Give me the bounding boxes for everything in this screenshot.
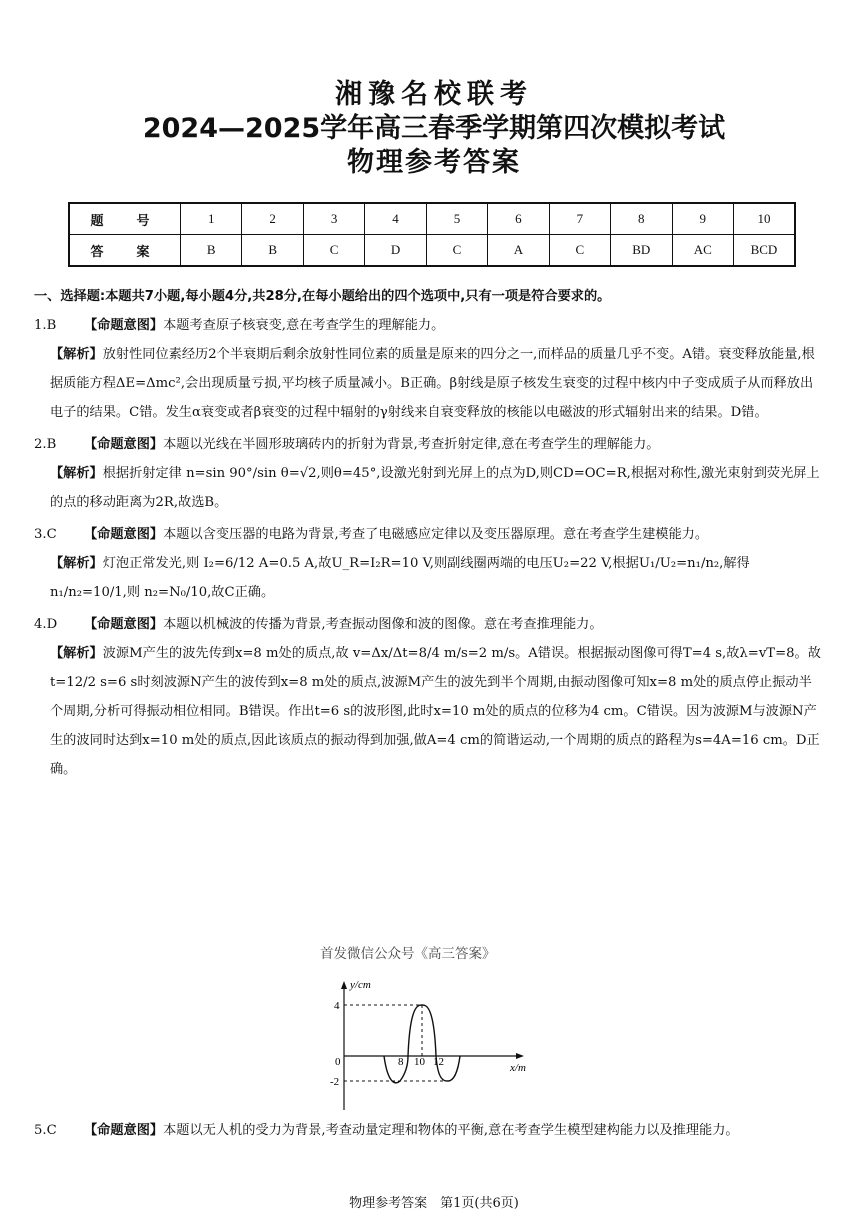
x-tick-label: 10: [414, 1056, 425, 1068]
page-footer: 物理参考答案 第1页(共6页): [349, 1196, 519, 1211]
y-tick-label: -2: [330, 1076, 340, 1088]
question-number-cell: 2: [242, 203, 303, 235]
y-axis-arrow-icon: [341, 981, 347, 989]
solutions-body-continued: [34, 1116, 824, 1148]
question-number-cell: 8: [611, 203, 672, 235]
answer-key-title: 物理参考答案: [347, 147, 521, 178]
answer-table: [68, 202, 796, 267]
analysis-text: 灯泡正常发光,则 I₂=6/12 A=0.5 A,故U_R=I₂R=10 V,则副线圈两端的电压U₂=22 V,根据U₁/U₂=n₁/n₂,解得n₁/n₂=10/1,则 n₂=N₀/10,故C正确。: [50, 556, 750, 600]
answer-cell: A: [488, 235, 549, 267]
question-3-solution: [34, 520, 824, 607]
question-number-cell: 7: [549, 203, 610, 235]
question-5-solution: [34, 1116, 824, 1145]
intent-text: 本题以无人机的受力为背景,考查动量定理和物体的平衡,意在考查学生模型建构能力以及推理能力。: [163, 1123, 739, 1138]
question-number-cell: 9: [672, 203, 733, 235]
answer-table-answer-row: [69, 235, 795, 267]
answer-cell: BD: [611, 235, 672, 267]
intent-tag: 【命题意图】: [84, 527, 164, 542]
intent-tag: 【命题意图】: [84, 1123, 164, 1138]
x-axis-label: x/m: [510, 1062, 526, 1074]
question-number-cell: 4: [365, 203, 426, 235]
answer-cell: BCD: [733, 235, 795, 267]
analysis-tag: 【解析】: [50, 347, 103, 362]
question-number-cell: 1: [181, 203, 242, 235]
analysis-tag: 【解析】: [50, 646, 103, 661]
exam-title: 2024—2025学年高三春季学期第四次模拟考试: [142, 113, 726, 144]
question-2-solution: [34, 430, 824, 517]
question-number: 1.B: [34, 318, 57, 333]
analysis-tag: 【解析】: [50, 466, 103, 481]
intent-tag: 【命题意图】: [84, 318, 164, 333]
question-number: 4.D: [34, 617, 58, 632]
question-number-cell: 5: [426, 203, 487, 235]
x-tick-label: 12: [433, 1056, 444, 1068]
intent-tag: 【命题意图】: [84, 617, 164, 632]
answer-cell: C: [426, 235, 487, 267]
y-axis-label: y/cm: [350, 979, 371, 991]
analysis-text: 根据折射定律 n=sin 90°/sin θ=√2,则θ=45°,设激光射到光屏上的点为D,则CD=OC=R,根据对称性,激光束射到荧光屏上的点的移动距离为2R,故选B。: [50, 466, 820, 510]
y-tick-label: 4: [334, 1000, 340, 1012]
section-heading: 一、选择题:本题共7小题,每小题4分,共28分,在每小题给出的四个选项中,只有一项是符合要求的。: [34, 289, 611, 304]
question-1-solution: [34, 311, 824, 427]
answer-table-number-row: [69, 203, 795, 235]
answer-cell: D: [365, 235, 426, 267]
answer-cell: C: [303, 235, 364, 267]
analysis-text: 波源M产生的波先传到x=8 m处的质点,故 v=Δx/Δt=8/4 m/s=2 m/s。A错误。根据振动图像可得T=4 s,故λ=vT=8。故t=12/2 s=6 s时刻波源N产生的波传到x=8 m处的质点,波源M产生的波先到半个周期,由振动图像可知x=8 m处的质点停止振动半个周期,分析可得振动相位相同。B错误。作出t=6 s的波形图,此时x=10 m处的质点的位移为4 cm。C错误。因为波源M与波源N产生的波同时达到x=10 m处的质点,因此该质点的振动得到加强,做A=4 cm的简谐运动,一个周期的质点的路程为s=4A=16 cm。D正确。: [50, 646, 821, 777]
row-header-answer: 答 案: [69, 235, 181, 267]
answer-cell: B: [242, 235, 303, 267]
intent-text: 本题以机械波的传播为背景,考查振动图像和波的图像。意在考查推理能力。: [163, 617, 603, 632]
x-tick-label: 8: [398, 1056, 404, 1068]
origin-label: 0: [335, 1056, 341, 1068]
exam-org-title: 湘豫名校联考: [335, 79, 533, 110]
watermark-text: 首发微信公众号《高三答案》: [320, 946, 496, 962]
question-number: 5.C: [34, 1123, 57, 1138]
wave-graph: [320, 975, 550, 1115]
intent-text: 本题考查原子核衰变,意在考查学生的理解能力。: [163, 318, 445, 333]
question-number-cell: 3: [303, 203, 364, 235]
question-number: 3.C: [34, 527, 57, 542]
intent-text: 本题以光线在半圆形玻璃砖内的折射为背景,考查折射定律,意在考查学生的理解能力。: [163, 437, 660, 452]
document-header: [0, 78, 868, 180]
question-number: 2.B: [34, 437, 57, 452]
answer-cell: AC: [672, 235, 733, 267]
solutions-body: [34, 282, 824, 787]
analysis-text: 放射性同位素经历2个半衰期后剩余放射性同位素的质量是原来的四分之一,而样品的质量几乎不变。A错。衰变释放能量,根据质能方程ΔE=Δmc²,会出现质量亏损,平均核子质量减小。B正确。β射线是原子核发生衰变的过程中核内中子变成质子从而释放出电子的结果。C错。发生α衰变或者β衰变的过程中辐射的γ射线来自衰变释放的核能以电磁波的形式辐射出来的结果。D错。: [50, 347, 815, 420]
x-axis-arrow-icon: [516, 1053, 524, 1059]
question-number-cell: 6: [488, 203, 549, 235]
question-number-cell: 10: [733, 203, 795, 235]
analysis-tag: 【解析】: [50, 556, 103, 571]
question-4-solution: [34, 610, 824, 784]
intent-tag: 【命题意图】: [84, 437, 164, 452]
answer-cell: C: [549, 235, 610, 267]
answer-cell: B: [181, 235, 242, 267]
intent-text: 本题以含变压器的电路为背景,考查了电磁感应定律以及变压器原理。意在考查学生建模能力。: [163, 527, 709, 542]
row-header-number: 题 号: [69, 203, 181, 235]
